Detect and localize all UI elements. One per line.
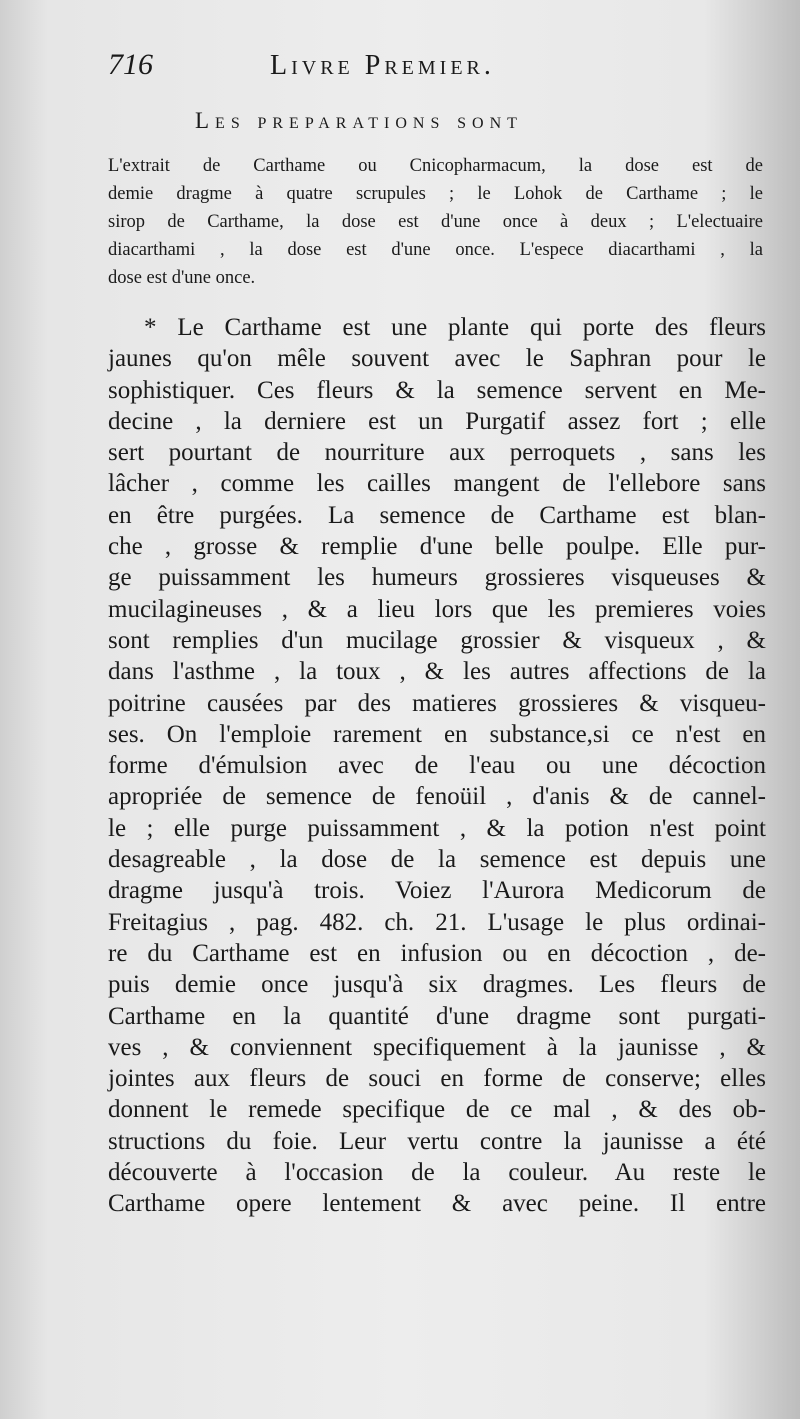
preparations-paragraph — [108, 152, 763, 292]
paragraph-line: jaunes qu'on mêle souvent avec le Saphran pour le — [108, 345, 766, 373]
preparations-line: diacarthami , la dose est d'une once. L'espece diacarthami , la — [108, 240, 763, 260]
main-paragraph — [108, 312, 766, 1220]
paragraph-line: donnent le remede specifique de ce mal , & des ob- — [108, 1096, 766, 1124]
paragraph-line: lâcher , comme les cailles mangent de l'ellebore sans — [108, 470, 766, 498]
paragraph-line: poitrine causées par des matieres grossieres & visqueu- — [108, 689, 766, 717]
paragraph-line: le ; elle purge puissamment , & la potion n'est point — [108, 814, 766, 842]
paragraph-line: structions du foie. Leur vertu contre la jaunisse a été — [108, 1127, 766, 1155]
paragraph-line: Carthame opere lentement & avec peine. Il entre — [108, 1190, 766, 1218]
paragraph-line: sophistiquer. Ces fleurs & la semence servent en Me- — [108, 376, 766, 404]
paragraph-line: re du Carthame est en infusion ou en décoction , de- — [108, 939, 766, 967]
paragraph-line: ves , & conviennent specifiquement à la jaunisse , & — [108, 1033, 766, 1061]
preparations-line: dose est d'une once. — [108, 268, 256, 288]
preparations-line: sirop de Carthame, la dose est d'une once à deux ; L'electuaire — [108, 212, 763, 232]
paragraph-line: découverte à l'occasion de la couleur. Au reste le — [108, 1159, 766, 1187]
paragraph-line: dragme jusqu'à trois. Voiez l'Aurora Medicorum de — [108, 877, 766, 905]
paragraph-line: ses. On l'emploie rarement en substance,si ce n'est en — [108, 720, 766, 748]
preparations-line: L'extrait de Carthame ou Cnicopharmacum, la dose est de — [108, 156, 763, 176]
paragraph-line: jointes aux fleurs de souci en forme de conserve; elles — [108, 1065, 766, 1093]
paragraph-line: apropriée de semence de fenoüil , d'anis & de cannel- — [108, 783, 766, 811]
paragraph-line: dans l'asthme , la toux , & les autres affections de la — [108, 658, 766, 686]
paragraph-line: desagreable , la dose de la semence est depuis une — [108, 846, 766, 874]
paragraph-line: decine , la derniere est un Purgatif assez fort ; elle — [108, 407, 766, 435]
paragraph-line: sert pourtant de nourriture aux perroquets , sans les — [108, 439, 766, 467]
paragraph-line: sont remplies d'un mucilage grossier & visqueux , & — [108, 626, 766, 654]
paragraph-line: * Le Carthame est une plante qui porte des fleurs — [144, 314, 766, 341]
section-title: Les preparations sont — [195, 108, 523, 133]
running-head: Livre Premier. — [270, 50, 495, 81]
paragraph-line: Carthame en la quantité d'une dragme sont purgati- — [108, 1002, 766, 1030]
page-header — [108, 48, 768, 88]
paragraph-line: forme d'émulsion avec de l'eau ou une décoction — [108, 752, 766, 780]
page-number: 716 — [108, 48, 153, 81]
paragraph-line: mucilagineuses , & a lieu lors que les premieres voies — [108, 595, 766, 623]
paragraph-line: ge puissamment les humeurs grossieres visqueuses & — [108, 564, 766, 592]
paragraph-line: che , grosse & remplie d'une belle poulpe. Elle pur- — [108, 533, 766, 561]
preparations-line: demie dragme à quatre scrupules ; le Lohok de Carthame ; le — [108, 184, 763, 204]
paragraph-line: Freitagius , pag. 482. ch. 21. L'usage le plus ordinai- — [108, 908, 766, 936]
paragraph-line: puis demie once jusqu'à six dragmes. Les fleurs de — [108, 971, 766, 999]
paragraph-line: en être purgées. La semence de Carthame est blan- — [108, 501, 766, 529]
